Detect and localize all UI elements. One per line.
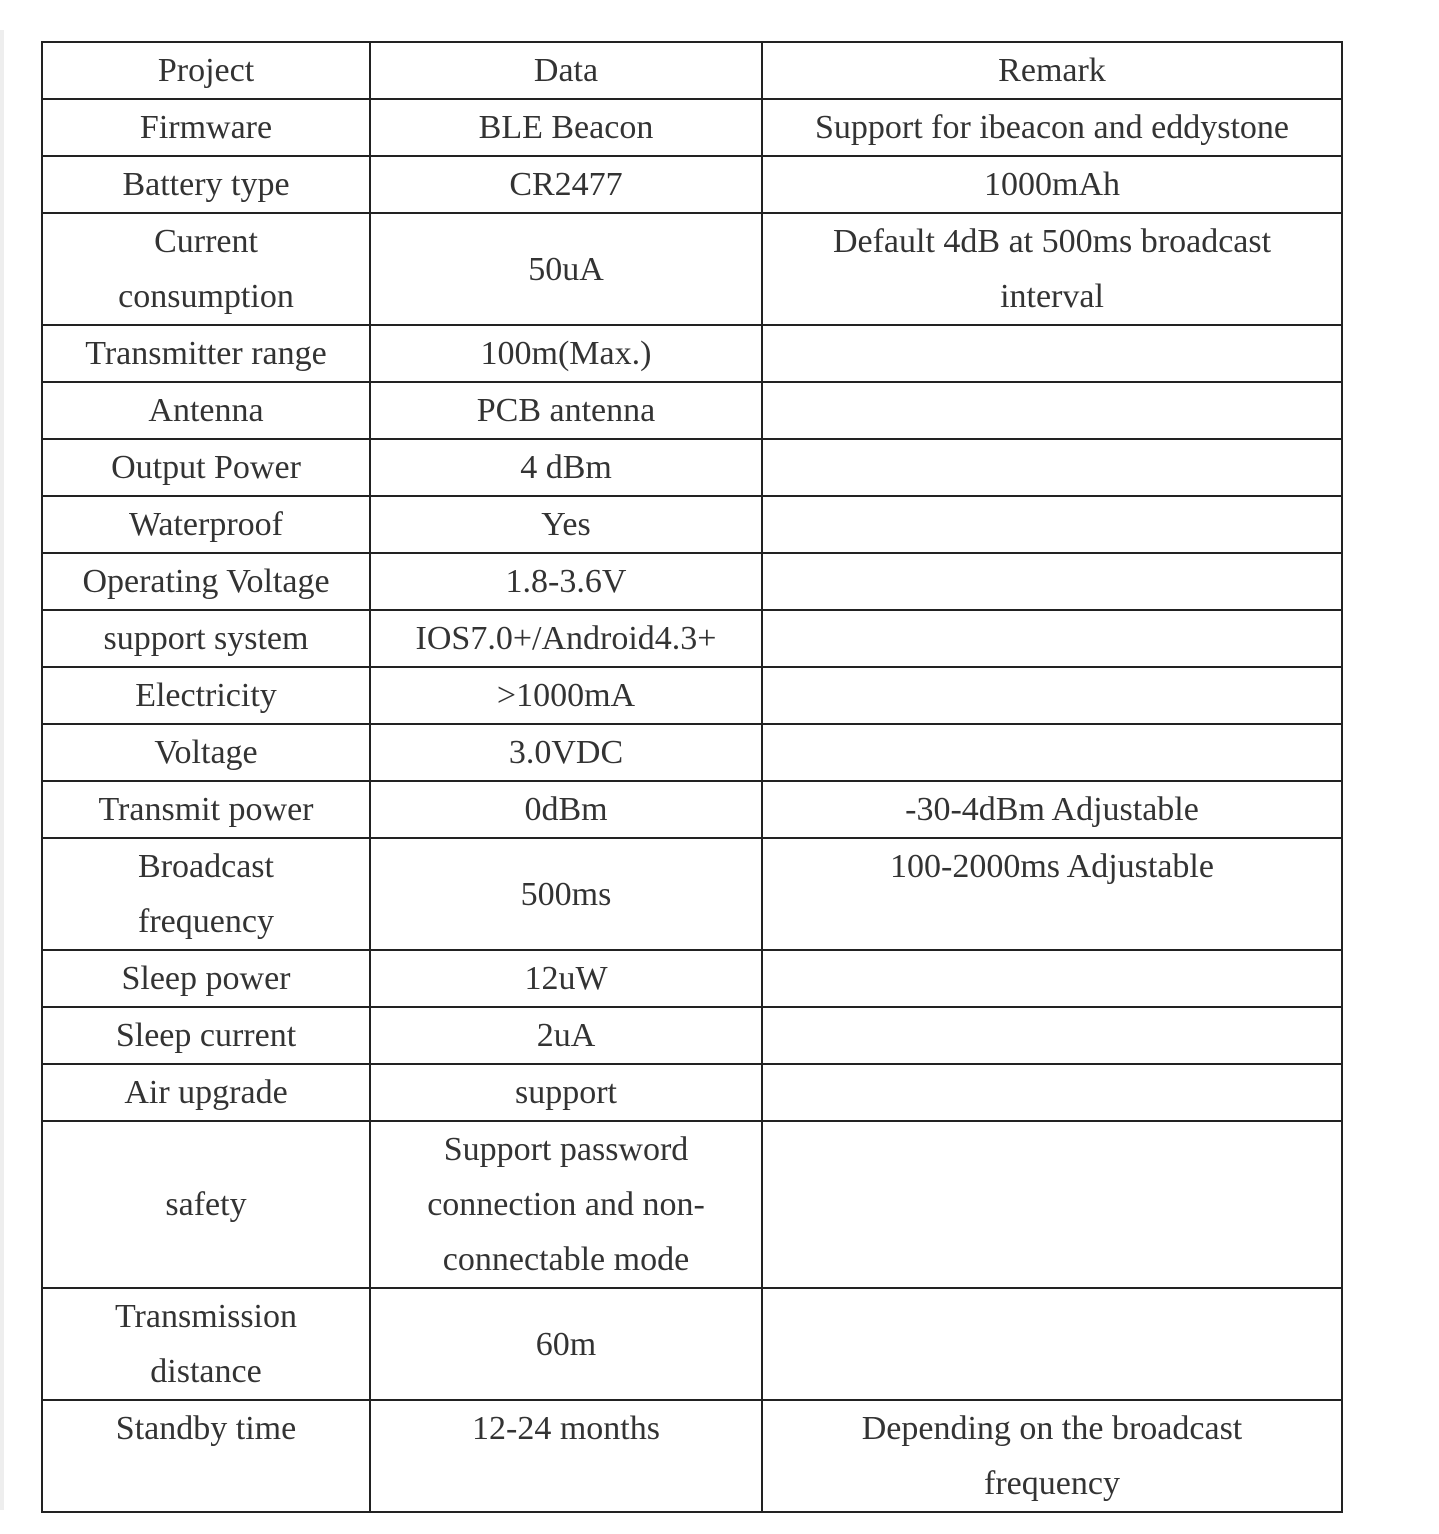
cell-remark: [762, 1288, 1342, 1400]
table-row: [42, 439, 1342, 496]
cell-project: Current consumption: [42, 213, 370, 325]
cell-remark: [762, 496, 1342, 553]
cell-project: Sleep power: [42, 950, 370, 1007]
cell-data: IOS7.0+/Android4.3+: [370, 610, 762, 667]
cell-data: support: [370, 1064, 762, 1121]
table-row: [42, 99, 1342, 156]
cell-data: 0dBm: [370, 781, 762, 838]
header-data: Data: [370, 42, 762, 99]
cell-remark: [762, 1121, 1342, 1288]
cell-data: 2uA: [370, 1007, 762, 1064]
table-row: [42, 213, 1342, 325]
cell-remark: Default 4dB at 500ms broadcast interval: [762, 213, 1342, 325]
cell-project: safety: [42, 1121, 370, 1288]
header-project: Project: [42, 42, 370, 99]
spec-table: [41, 41, 1343, 1513]
table-row: [42, 1400, 1342, 1512]
cell-remark: [762, 382, 1342, 439]
table-row: [42, 1288, 1342, 1400]
table-row: [42, 781, 1342, 838]
table-row: [42, 1064, 1342, 1121]
cell-project: Transmitter range: [42, 325, 370, 382]
cell-remark: [762, 724, 1342, 781]
table-row: [42, 1121, 1342, 1288]
cell-remark: 1000mAh: [762, 156, 1342, 213]
cell-remark: Support for ibeacon and eddystone: [762, 99, 1342, 156]
cell-project: Electricity: [42, 667, 370, 724]
header-remark: Remark: [762, 42, 1342, 99]
cell-project: Transmission distance: [42, 1288, 370, 1400]
cell-data: Support password connection and non-connectable mode: [370, 1121, 762, 1288]
cell-project: Waterproof: [42, 496, 370, 553]
table-row: [42, 553, 1342, 610]
cell-project: support system: [42, 610, 370, 667]
cell-data: 60m: [370, 1288, 762, 1400]
page-edge-strip: [0, 30, 4, 1510]
cell-data: 3.0VDC: [370, 724, 762, 781]
cell-project: Transmit power: [42, 781, 370, 838]
table-row: [42, 950, 1342, 1007]
cell-project: Air upgrade: [42, 1064, 370, 1121]
cell-project: Voltage: [42, 724, 370, 781]
cell-remark: [762, 667, 1342, 724]
table-row: [42, 1007, 1342, 1064]
cell-project: Sleep current: [42, 1007, 370, 1064]
cell-data: 50uA: [370, 213, 762, 325]
cell-data: CR2477: [370, 156, 762, 213]
cell-data: BLE Beacon: [370, 99, 762, 156]
cell-project: Output Power: [42, 439, 370, 496]
cell-remark: [762, 610, 1342, 667]
cell-data: 12uW: [370, 950, 762, 1007]
cell-data: >1000mA: [370, 667, 762, 724]
table-header-row: [42, 42, 1342, 99]
cell-project: Firmware: [42, 99, 370, 156]
cell-remark: [762, 325, 1342, 382]
cell-data: 1.8-3.6V: [370, 553, 762, 610]
table-row: [42, 838, 1342, 950]
table-row: [42, 610, 1342, 667]
cell-project: Broadcast frequency: [42, 838, 370, 950]
table-row: [42, 156, 1342, 213]
cell-data: 100m(Max.): [370, 325, 762, 382]
cell-project: Antenna: [42, 382, 370, 439]
table-row: [42, 496, 1342, 553]
cell-data: 500ms: [370, 838, 762, 950]
cell-remark: [762, 439, 1342, 496]
cell-project: Operating Voltage: [42, 553, 370, 610]
cell-data: PCB antenna: [370, 382, 762, 439]
cell-remark: [762, 1064, 1342, 1121]
cell-data: 12-24 months: [370, 1400, 762, 1512]
table-row: [42, 325, 1342, 382]
cell-data: Yes: [370, 496, 762, 553]
cell-remark: [762, 950, 1342, 1007]
cell-project: Standby time: [42, 1400, 370, 1512]
cell-data: 4 dBm: [370, 439, 762, 496]
cell-remark: [762, 553, 1342, 610]
cell-remark: Depending on the broadcast frequency: [762, 1400, 1342, 1512]
table-row: [42, 667, 1342, 724]
table-row: [42, 382, 1342, 439]
cell-remark: -30-4dBm Adjustable: [762, 781, 1342, 838]
cell-project: Battery type: [42, 156, 370, 213]
cell-remark: 100-2000ms Adjustable: [762, 838, 1342, 950]
table-row: [42, 724, 1342, 781]
cell-remark: [762, 1007, 1342, 1064]
